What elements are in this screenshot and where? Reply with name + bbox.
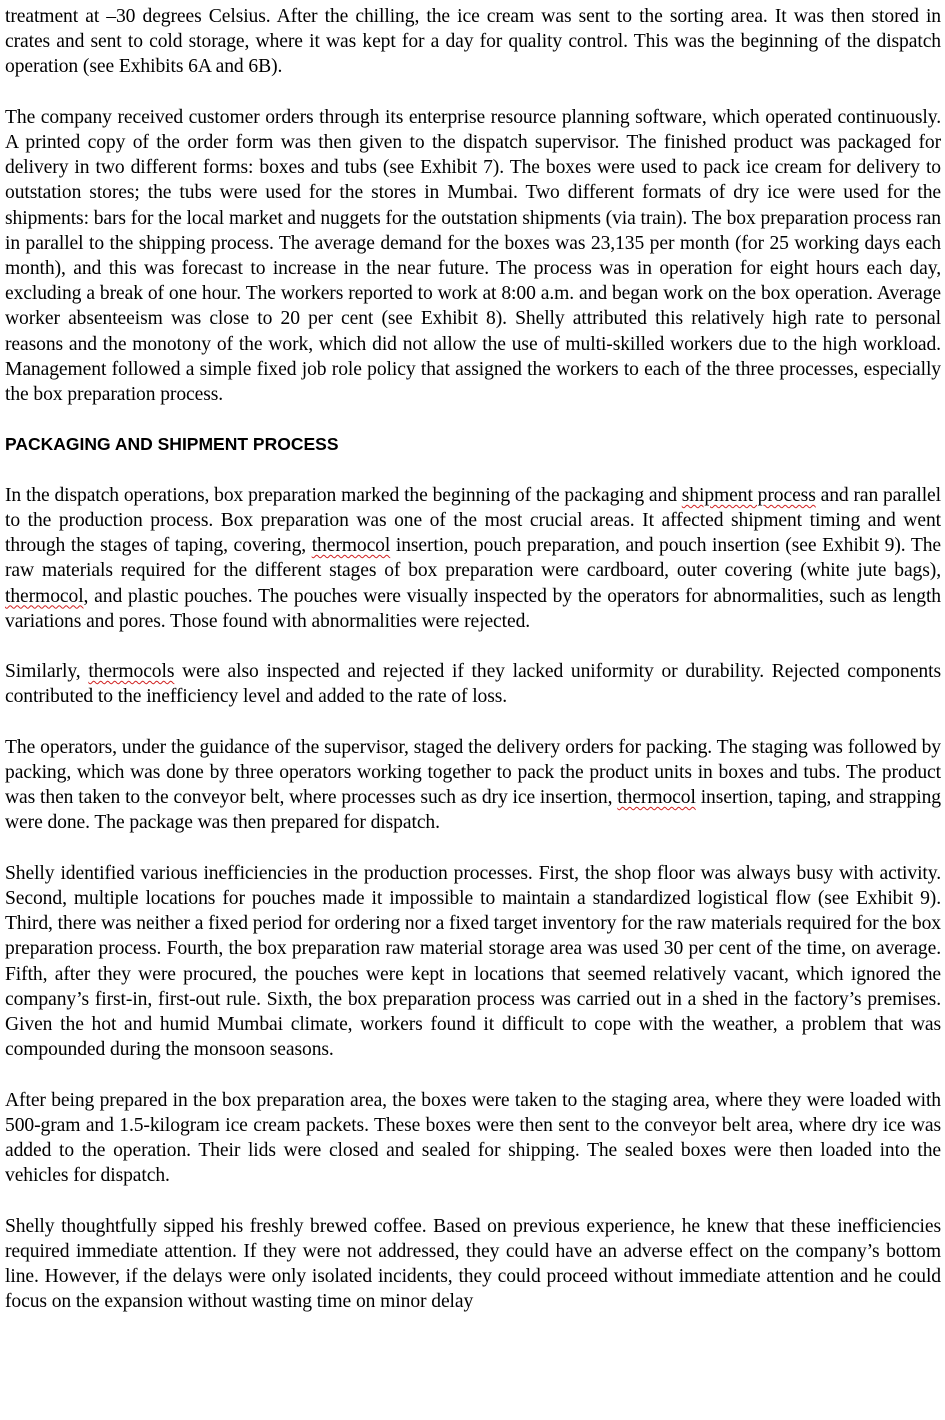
spellcheck-flagged-word[interactable]: thermocol <box>5 585 84 607</box>
paragraph-1: treatment at –30 degrees Celsius. After the chilling, the ice cream was sent to the sorting area. It was then stored in crates and sent to cold storage, where it was kept for a day for quality control. This was the beginning of the dispatch operation (see Exhibits 6A and 6B). <box>5 6 941 78</box>
paragraph-8: Shelly thoughtfully sipped his freshly brewed coffee. Based on previous experience, he knew that these inefficiencies required immediate attention. If they were not addressed, they could have an adverse effect on the company’s bottom line. However, if the delays were only isolated incidents, they could proceed without immediate attention and he could focus on the expansion without wasting time on minor delay <box>5 1215 941 1313</box>
spellcheck-flagged-word[interactable]: thermocol <box>311 535 391 557</box>
paragraph-6: Shelly identified various inefficiencies in the production processes. First, the shop floor was always busy with activity. Second, multiple locations for pouches made it impossible to maintain a standardized logistical flow (see Exhibit 9). Third, there was neither a fixed period for ordering nor a fixed target inventory for the raw materials required for the box preparation process. Fourth, the box preparation raw material storage area was used 30 per cent of the time, on average. Fifth, after they were procured, the pouches were kept in locations that seemed relatively vacant, which ignored the company’s first-in, first-out rule. Sixth, the box preparation process was carried out in a shed in the factory’s premises. Given the hot and humid Mumbai climate, workers found it difficult to cope with the weather, a problem that was compounded during the monsoon seasons. <box>5 862 941 1061</box>
text-run: were also inspected and rejected if they lacked uniformity or durability. Rejected components contributed to the inefficiency level and added to the rate of loss. <box>5 661 941 708</box>
paragraph-7: After being prepared in the box preparation area, the boxes were taken to the staging area, where they were loaded with 500-gram and 1.5-kilogram ice cream packets. These boxes were then sent to the conveyor belt area, where dry ice was added to the operation. Their lids were closed and sealed for shipping. The sealed boxes were then loaded into the vehicles for dispatch. <box>5 1089 941 1187</box>
paragraph-4 <box>5 659 941 709</box>
text-run: and ran parallel to the production process. Box preparation was one of the most crucial areas. It affected shipment timing and went through the stages of taping, covering, <box>5 484 941 557</box>
text-run: In the dispatch operations, box preparation marked the beginning of the packaging and <box>5 484 682 506</box>
document-body <box>5 4 941 1340</box>
spellcheck-flagged-word[interactable]: shipment process <box>681 484 816 506</box>
paragraph-2: The company received customer orders through its enterprise resource planning software, which operated continuously. A printed copy of the order form was then given to the dispatch supervisor. The finished product was packaged for delivery in two different forms: boxes and tubs (see Exhibit 7). The boxes were used to pack ice cream for delivery to outstation stores; the tubs were used for the stores in Mumbai. Two different formats of dry ice were used for the shipments: bars for the local market and nuggets for the outstation shipments (via train). The box preparation process ran in parallel to the shipping process. The average demand for the boxes was 23,135 per month (for 25 working days each month), and this was forecast to increase in the near future. The process was in operation for eight hours each day, excluding a break of one hour. The workers reported to work at 8:00 a.m. and began work on the box operation. Average worker absenteeism was close to 20 per cent (see Exhibit 8). Shelly attributed this relatively high rate to personal reasons and the monotony of the work, which did not allow the use of multi-skilled workers due to the high workload. Management followed a simple fixed job role policy that assigned the workers to each of the three processes, especially the box preparation process. <box>5 106 941 406</box>
text-run: Similarly, <box>5 661 89 683</box>
text-run: insertion, pouch preparation, and pouch insertion (see Exhibit 9). The raw materials required for the different stages of box preparation were cardboard, outer covering (white jute bags), <box>5 535 942 582</box>
paragraph-3 <box>5 483 941 634</box>
spellcheck-flagged-word[interactable]: thermocols <box>88 661 175 683</box>
text-run: The operators, under the guidance of the supervisor, staged the delivery orders for packing. The staging was followed by packing, which was done by three operators working together to pack the product units in boxes and tubs. The product was then taken to the conveyor belt, where processes such as dry ice insertion, <box>5 736 941 809</box>
paragraph-5 <box>5 735 941 836</box>
section-heading: PACKAGING AND SHIPMENT PROCESS <box>5 434 339 455</box>
spellcheck-flagged-word[interactable]: thermocol <box>617 787 696 809</box>
text-run: insertion, taping, and strapping were done. The package was then prepared for dispatch. <box>5 787 941 834</box>
text-run: , and plastic pouches. The pouches were visually inspected by the operators for abnormalities, such as length variations and pores. Those found with abnormalities were rejected. <box>5 585 941 632</box>
